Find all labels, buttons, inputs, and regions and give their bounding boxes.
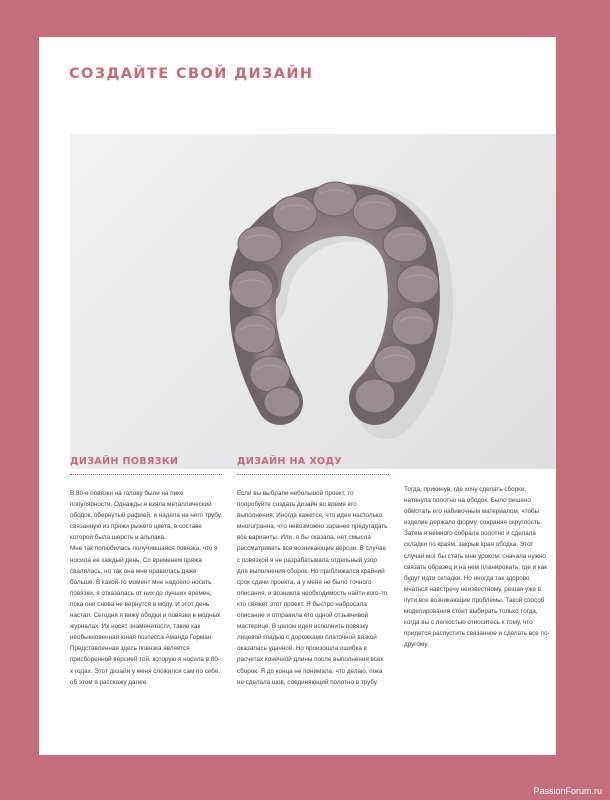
dotted-divider [237,474,389,475]
paragraph: Если вы выбрали небольшой проект, то попробуйте создать дизайн во время его выполнения. Иногда кажется, что идея настолько многогранна, что невозможно заранее предугадать все варианты. Или, я бы сказала, нет смысла рассматривать все возникающие версии. В случае с повязкой я не разрабатывала отдельный узор для выполнения сборок. Но приближался крайний срок сдачи проекта, а у меня не было точного описания, и возникла необходимость найти кого-то, кто свяжет этот проект. Я быстро набросала описание и отправила его одной отзывчивой мастерице. В целом идея исполнить повязку лицевой гладью с дорожками платочной вязкой оказалась удачной. Но произошла ошибка в расчетах конечной длины после выполнения всех сборок. Я до конца не понимала, что делаю, пока не сделала шов, соединяющий полотно в трубу. [237,490,389,686]
column-design-on-the-go [237,455,389,688]
column-continuation [404,484,554,650]
page-title: СОЗДАЙТЕ СВОЙ ДИЗАЙН [69,66,314,82]
section-heading: ДИЗАЙН НА ХОДУ [237,456,343,467]
column-text [404,484,554,650]
headband-photo [70,134,556,469]
paragraph: Тогда, прикинув, где хочу сделать сборки, натянула полотно на ободок. Было решено обмотать его набивочным материалом, чтобы изделие держало форму, сохраняя округлость. Затем я немного собрала полотно и сделала складки по краям, закрыв края ободка. Этот случай мог бы стать мне уроком: сначала нужно связать образец и на нем планировать, где и как будут идти складки. Но иногда так здорово мчаться навстречу неизвестному, решая уже в пути все возникающие проблемы. Такой способ моделирования стоит выбирать только тогда, когда вы с легкостью относитесь к тому, что придется распустить связанное и сделать все по-другому. [404,486,550,649]
column-text [70,488,222,688]
column-headband-design [70,455,222,688]
column-text [237,488,389,688]
magazine-page [39,37,556,755]
dotted-divider [70,474,222,475]
knitted-headband-illustration [70,134,556,469]
site-watermark: PassionForum.ru [533,786,602,796]
paragraph: В 80-е повязки на голову были на пике популярности. Однажды я взяла металлический ободок, обернутый рафией, и надела на него трубу, связанную из пряжи рыжего цвета, в составе которой была шерсть и альпака. [70,490,222,542]
paragraph: Мне так полюбилась получившаяся повязка, что я носила ее каждый день. Со временем пряжа свалялась, но так она мне нравилась даже больше. В какой-то момент мне надоело носить повязки, я отказалась от них до лучших времен, пока они снова не вернутся в моду. И этот день настал. Сегодня я вижу ободки и повязки в модных журналах. Их носят знаменитости, такие как необыкновенная юная поэтесса Аманда Горман. Представленная здесь повязка является присборенной версией той, которую я носила в 80-х годах. Этот дизайн у меня сложился сам по себе, об этом я расскажу далее. [70,545,221,686]
section-heading: ДИЗАЙН ПОВЯЗКИ [70,456,179,467]
